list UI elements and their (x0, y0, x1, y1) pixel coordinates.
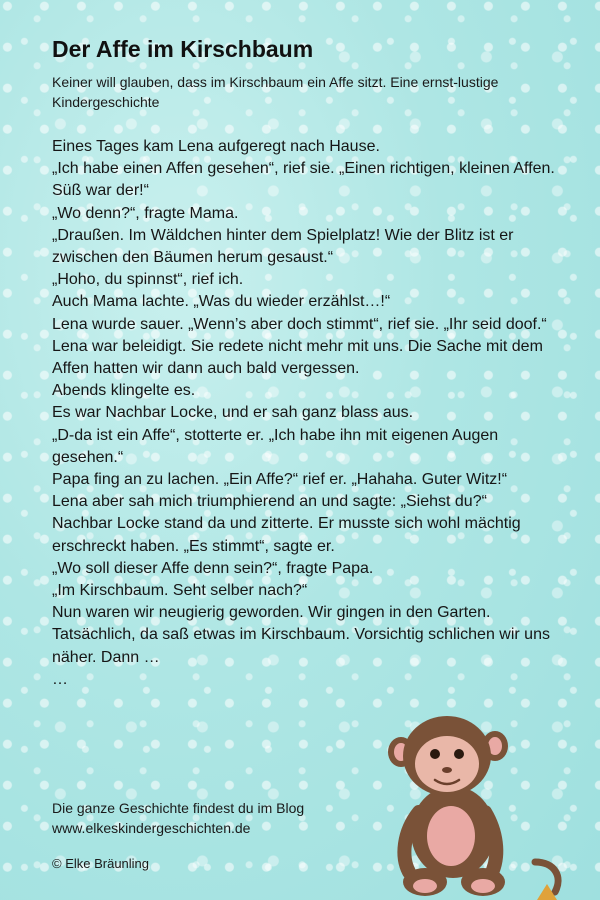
story-paragraph: „Wo denn?“, fragte Mama. (52, 204, 239, 222)
story-paragraph: Es war Nachbar Locke, und er sah ganz blass aus. (52, 404, 414, 422)
story-paragraph: „D-da ist ein Affe“, stotterte er. „Ich habe ihn mit eigenen Augen gesehen.“ (52, 426, 499, 466)
story-paragraph: Lena wurde sauer. „Wenn’s aber doch stimmt“, rief sie. „Ihr seid doof.“ (52, 315, 547, 333)
story-paragraph: „Im Kirschbaum. Seht selber nach?“ (52, 582, 308, 600)
story-paragraph: Lena aber sah mich triumphierend an und sagte: „Siehst du?“ (52, 493, 487, 511)
story-paragraph: Auch Mama lachte. „Was du wieder erzählst…!“ (52, 293, 391, 311)
subtitle: Keiner will glauben, dass im Kirschbaum ein Affe sitzt. Eine ernst-lustige Kindergeschichte (52, 74, 499, 110)
story-paragraph: Lena war beleidigt. Sie redete nicht mehr mit uns. Die Sache mit dem Affen hatten wir dann auch bald vergessen. (52, 337, 543, 378)
copyright-notice: © Elke Bräunling (52, 856, 150, 871)
story-paragraph: Abends klingelte es. (52, 382, 196, 400)
story-paragraph: „Ich habe einen Affen gesehen“, rief sie. „Einen richtigen, kleinen Affen. Süß war der!“ (52, 160, 555, 200)
story-paragraph: Eines Tages kam Lena aufgeregt nach Hause. (52, 138, 380, 155)
story-paragraph: „Hoho, du spinnst“, rief ich. (52, 271, 244, 289)
story-text (52, 136, 558, 691)
story-paragraph: Nachbar Locke stand da und zitterte. Er musste sich wohl mächtig erschreckt haben. „Es stimmt“, sagte er. (52, 515, 521, 555)
blog-hint: Die ganze Geschichte findest du im Blog (52, 800, 305, 816)
monkey-illustration (385, 712, 585, 900)
page-title: Der Affe im Kirschbaum (52, 36, 314, 62)
story-ellipsis: … (52, 670, 68, 688)
story-paragraph: „Draußen. Im Wäldchen hinter dem Spielplatz! Wie der Blitz ist er zwischen den Bäumen herum gesaust.“ (52, 226, 514, 267)
blog-footer (52, 798, 304, 838)
blog-url: www.elkeskindergeschichten.de (52, 820, 251, 836)
story-paragraph: Papa fing an zu lachen. „Ein Affe?“ rief er. „Hahaha. Guter Witz!“ (52, 471, 508, 489)
story-paragraph: „Wo soll dieser Affe denn sein?“, fragte Papa. (52, 559, 374, 577)
story-paragraph: Nun waren wir neugierig geworden. Wir gingen in den Garten. Tatsächlich, da saß etwas im Kirschbaum. Vorsichtig schlichen wir uns näher. Dann … (52, 604, 550, 666)
